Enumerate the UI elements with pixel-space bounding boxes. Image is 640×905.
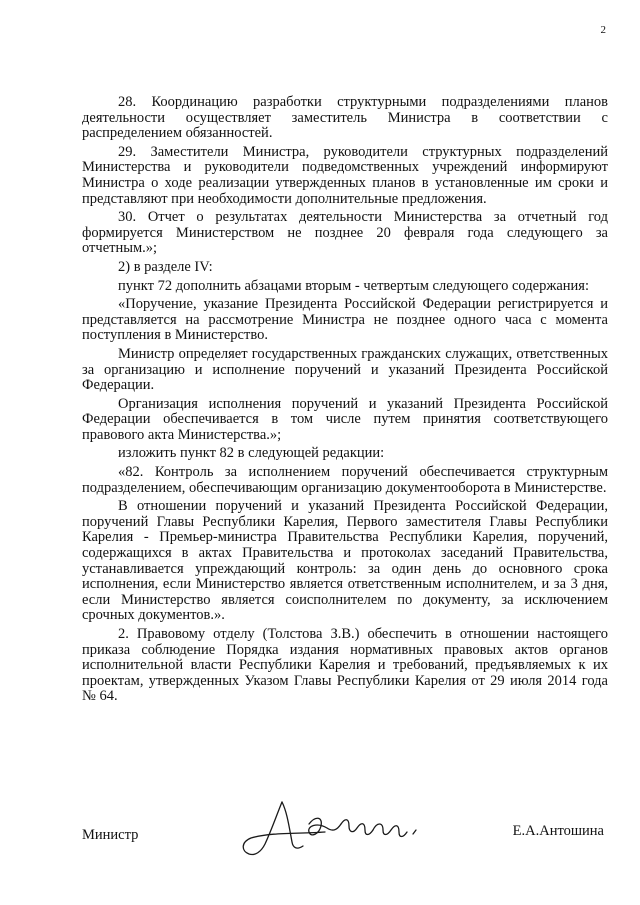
paragraph-point-72: пункт 72 дополнить абзацами вторым - четвертым следующего содержания: (118, 277, 589, 294)
paragraph-quote-instruction: «Поручение, указание Президента Российской Федерации регистрируется и представляется на рассмотрение Министра не позднее одного часа с момента поступления в Министерство. (82, 296, 608, 344)
signatory-name: Е.А.Антошина (512, 823, 604, 839)
signatory-title: Министр (82, 827, 139, 843)
paragraph-30: 30. Отчет о результатах деятельности Министерства за отчетный год формируется Министерством не позднее 20 февраля года следующего за отчетным.»; (82, 209, 608, 257)
paragraph-section-iv: 2) в разделе IV: (118, 258, 213, 275)
handwritten-signature (237, 794, 467, 864)
signature-block (82, 810, 608, 860)
paragraph-point-82-intro: изложить пункт 82 в следующей редакции: (118, 445, 385, 462)
paragraph-minister-defines: Министр определяет государственных гражданских служащих, ответственных за организацию и исполнение поручений и указаний Президента Российской Федерации. (82, 345, 608, 394)
page-number: 2 (600, 24, 606, 36)
paragraph-legal-department: 2. Правовому отделу (Толстова З.В.) обеспечить в отношении настоящего приказа соблюдение Порядка издания нормативных правовых актов органов исполнительной власти Республики Карелия и требований, предъявляемых к их проектам, утвержденных Указом Главы Республики Карелия от 29 июля 2014 года № 64. (82, 626, 608, 705)
paragraph-preventive-control: В отношении поручений и указаний Президента Российской Федерации, поручений Главы Республики Карелия, Первого заместителя Главы Республики Карелия - Премьер-министра Правительства Республики Карелия, поручений, содержащихся в актах Правительства и протоколах заседаний Правительства, устанавливается упреждающий контроль: за один день до основного срока исполнения, если Министерство является ответственным исполнителем, и за 3 дня, если Министерство является соисполнителем по документу, за исключением срочных документов.». (82, 498, 608, 624)
paragraph-28: 28. Координацию разработки структурными подразделениями планов деятельности осуществляет заместитель Министра в соответствии с распределением обязанностей. (82, 94, 608, 142)
paragraph-82: «82. Контроль за исполнением поручений обеспечивается структурным подразделением, обеспечивающим организацию документооборота в Министерстве. (82, 464, 608, 496)
paragraph-29: 29. Заместители Министра, руководители структурных подразделений Министерства и руководители подведомственных учреждений информируют Министра о ходе реализации утвержденных планов в установленные им сроки и представляют при необходимости дополнительные предложения. (82, 143, 608, 207)
paragraph-organization: Организация исполнения поручений и указаний Президента Российской Федерации обеспечивается в том числе путем принятия соответствующего правового акта Министерства.»; (82, 395, 608, 443)
document-body (82, 95, 608, 708)
